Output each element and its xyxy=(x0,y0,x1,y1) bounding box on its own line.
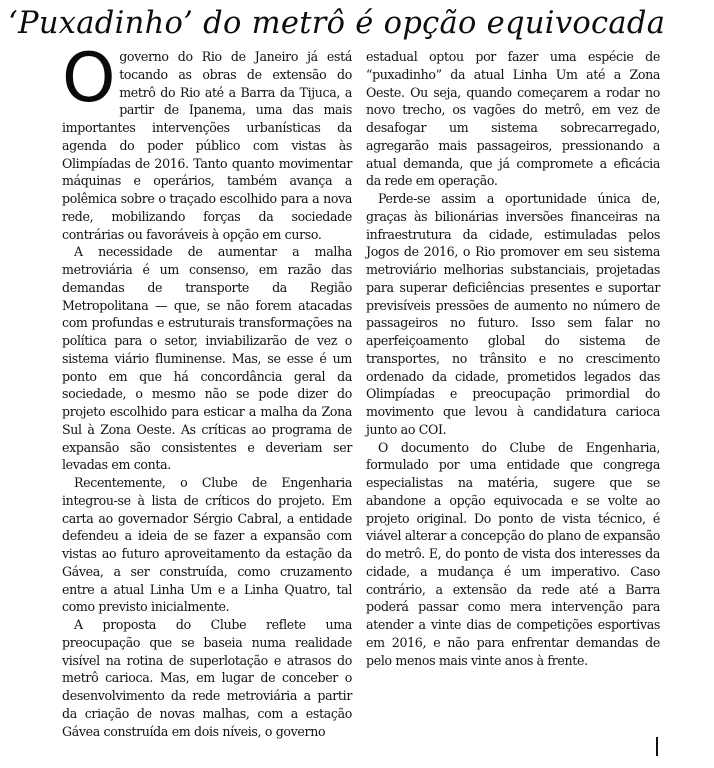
article-paragraph-4: A proposta do Clube reflete uma preocupação que se baseia numa realidade visível na rotina de superlotação e atrasos do metrô carioca. Mas, em lugar de conceber o desenvolvimento da rede metroviária a partir da criação de novas malhas, com a estação Gávea construída em dois níveis, o governo xyxy=(62,617,352,739)
article-headline: ‘Puxadinho’ do metrô é opção equivocada xyxy=(8,6,666,41)
drop-cap: O xyxy=(62,39,116,118)
article-paragraph-2: A necessidade de aumentar a malha metroviária é um consenso, em razão das demandas de transporte da Região Metropolitana — que, se não forem atacadas com profundas e estruturais transformações na política para o setor, inviabilizarão de vez o sistema viário fluminense. Mas, se esse é um ponto em que há concordância geral da sociedade, o mesmo não se pode dizer do projeto escolhido para esticar a malha da Zona Sul à Zona Oeste. As críticas ao programa de expansão são consistentes e deveriam ser levadas em conta. xyxy=(62,244,352,473)
article-paragraph-4-continued: estadual optou por fazer uma espécie de “puxadinho” da atual Linha Um até a Zona Oeste. Ou seja, quando começarem a rodar no novo trecho, os vagões do metrô, em vez de desafogar um sistema sobrecarregado, agregarão mais passageiros, pressionando a atual demanda, que já compromete a eficácia da rede em operação. xyxy=(366,49,660,189)
end-of-article-mark xyxy=(656,737,658,756)
article-paragraph-1 xyxy=(62,39,352,243)
article-column-right xyxy=(366,48,660,669)
article-paragraph-5: Perde-se assim a oportunidade única de, graças às bilionárias inversões financeiras na infraestrutura da cidade, estimuladas pelos Jogos de 2016, o Rio promover em seu sistema metroviário melhorias substanciais, projetadas para superar deficiências presentes e suportar previsíveis pressões de aumento no número de passageiros no futuro. Isso sem falar no aperfeiçoamento global do sistema de transportes, no trânsito e no crescimento ordenado da cidade, prometidos legados das Olimpíadas e preocupação primordial do movimento que levou à candidatura carioca junto ao COI. xyxy=(366,191,660,437)
article-column-left xyxy=(62,39,352,740)
paragraph-1-text: governo do Rio de Janeiro já está tocando as obras de extensão do metrô do Rio até a Barra da Tijuca, a partir de Ipanema, uma das mais importantes intervenções urbanísticas da agenda do poder público com vistas às Olimpíadas de 2016. Tanto quanto movimentar máquinas e operários, também avança a polêmica sobre o traçado escolhido para a nova rede, mobilizando forças da sociedade contrárias ou favoráveis à opção em curso. xyxy=(62,49,352,242)
article-paragraph-6: O documento do Clube de Engenharia, formulado por uma entidade que congrega especialistas na matéria, sugere que se abandone a opção equivocada e se volte ao projeto original. Do ponto de vista técnico, é viável alterar a concepção do plano de expansão do metrô. E, do ponto de vista dos interesses da cidade, a mudança é um imperativo. Caso contrário, a extensão da rede até a Barra poderá passar como mera intervenção para atender a vinte dias de competições esportivas em 2016, e não para enfrentar demandas de pelo menos mais vinte anos à frente. xyxy=(366,439,660,668)
article-paragraph-3: Recentemente, o Clube de Engenharia integrou-se à lista de críticos do projeto. Em carta ao governador Sérgio Cabral, a entidade defendeu a ideia de se fazer a expansão com vistas ao futuro aproveitamento da estação da Gávea, a ser construída, como cruzamento entre a atual Linha Um e a Linha Quatro, tal como previsto inicialmente. xyxy=(62,475,352,615)
